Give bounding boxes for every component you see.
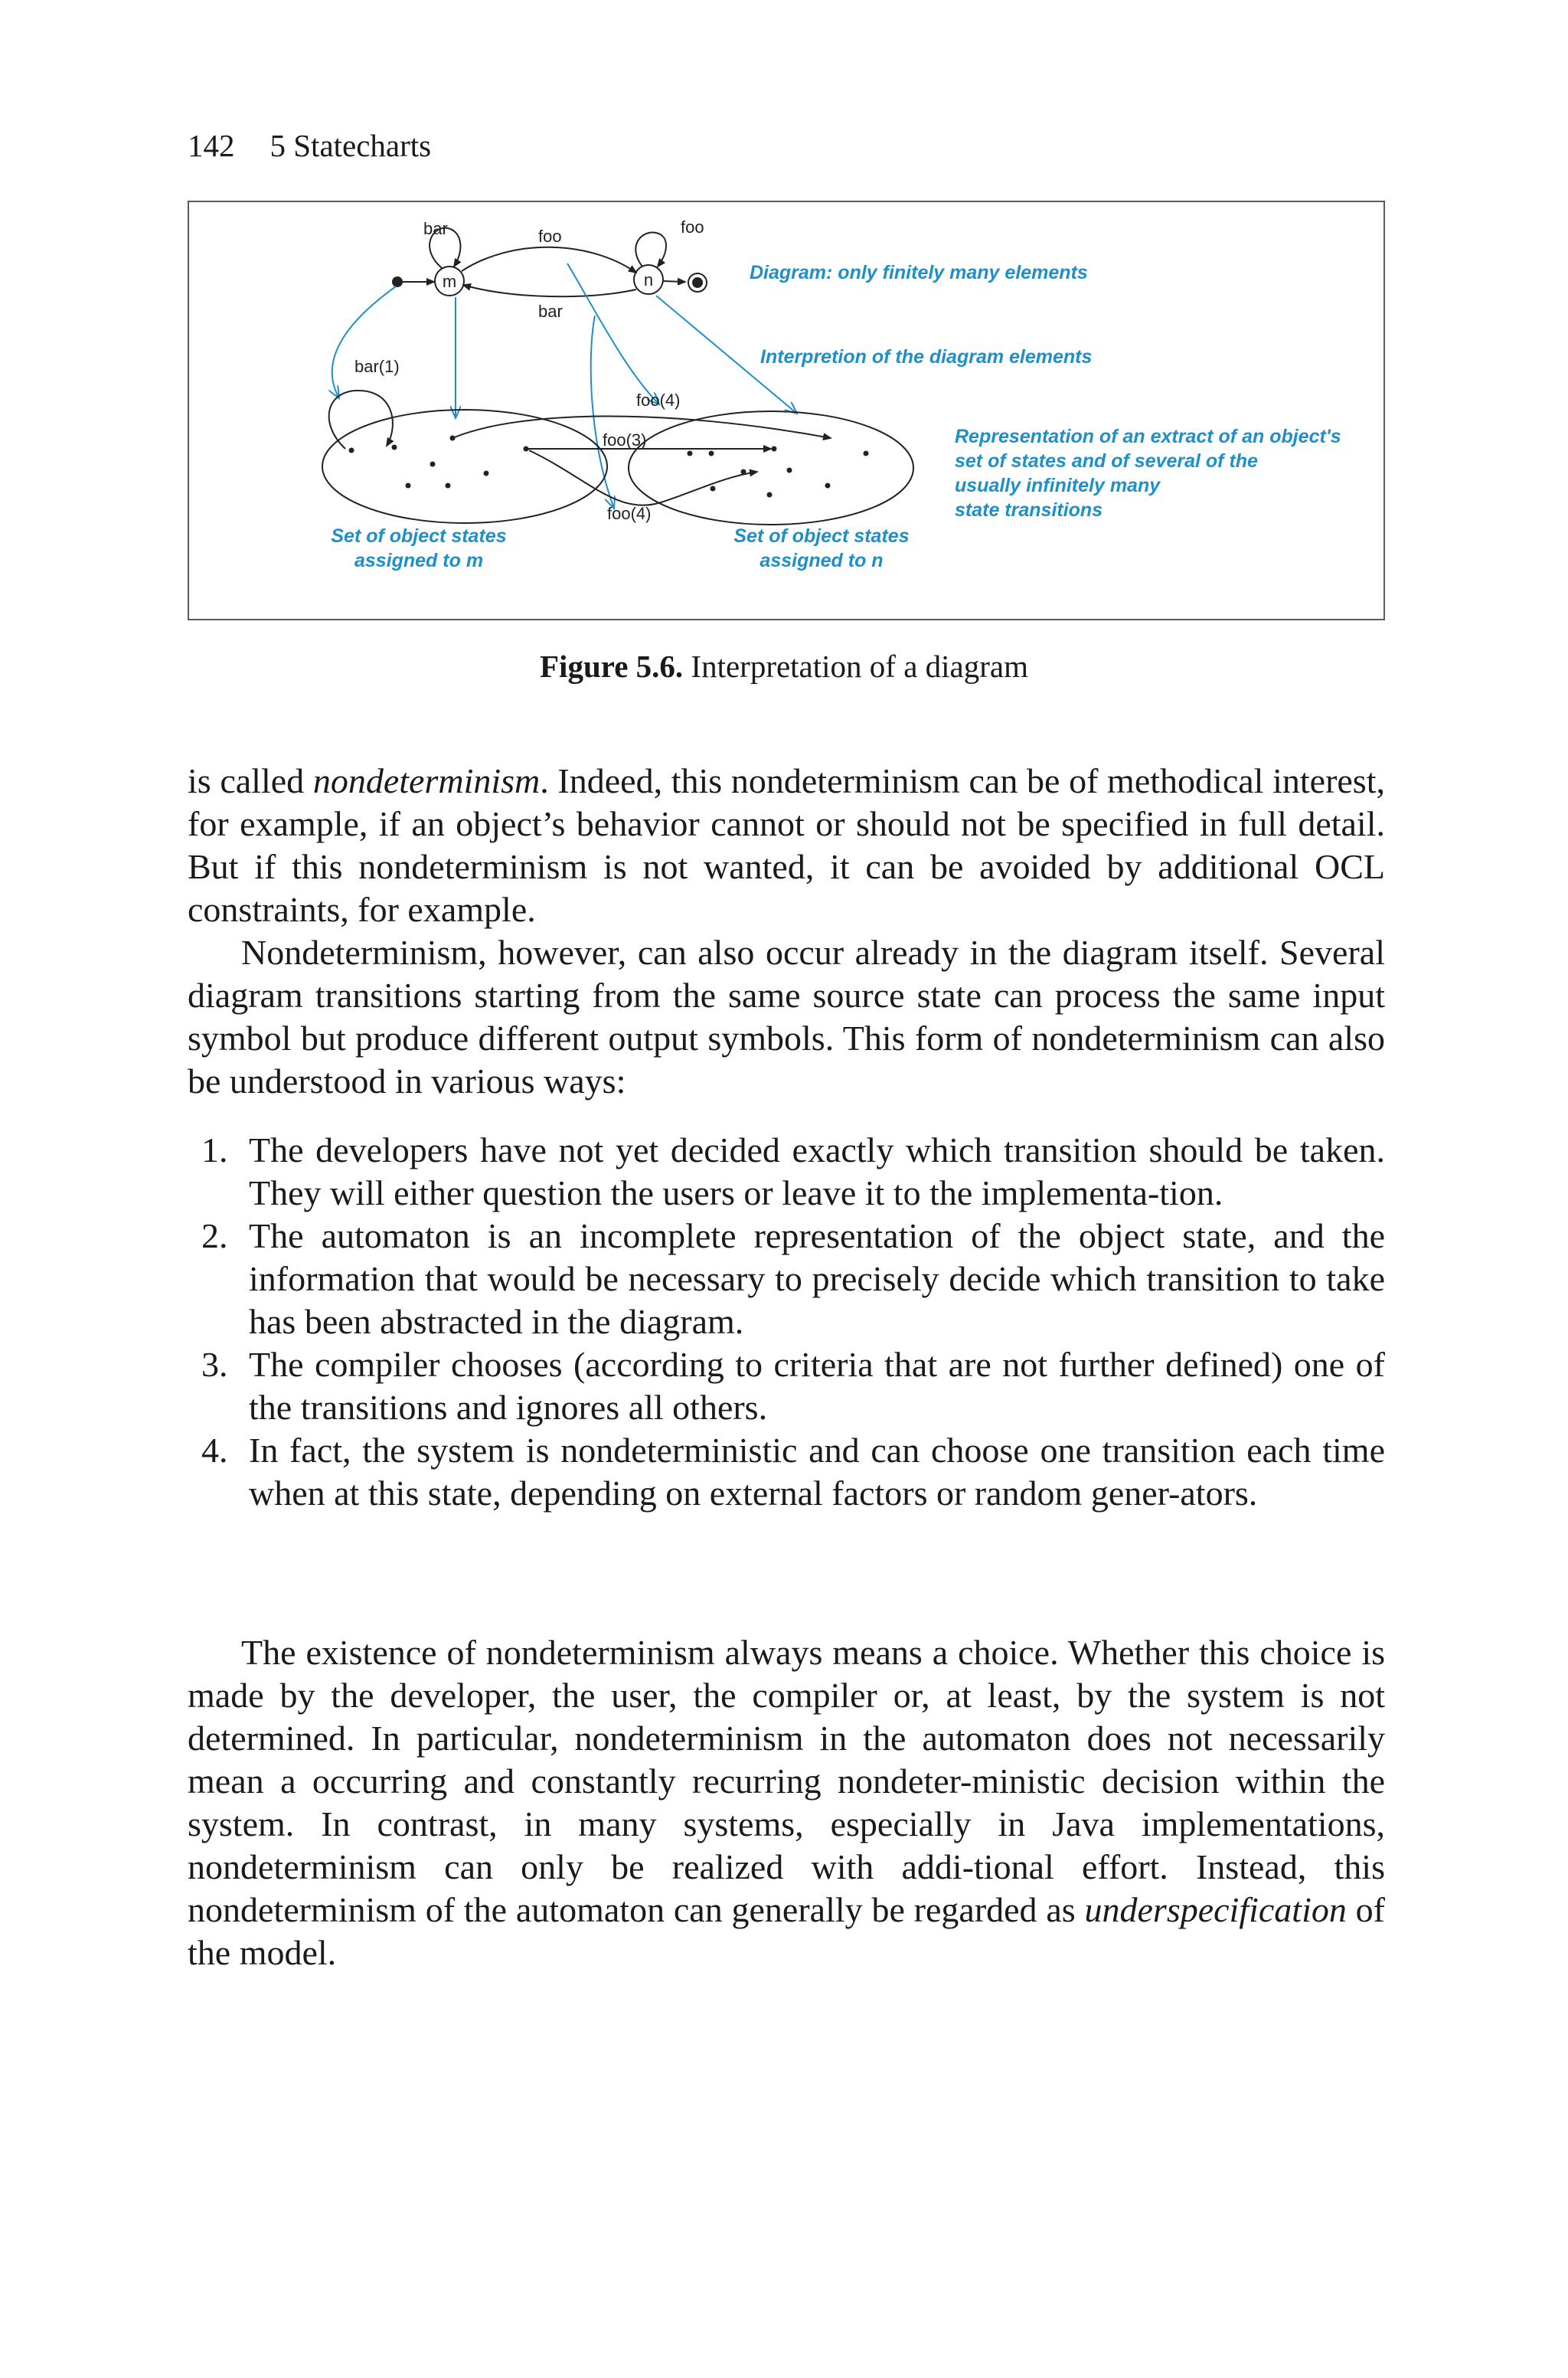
- list-number: 1.: [201, 1130, 228, 1169]
- page-number: 142: [188, 128, 235, 163]
- caption-text: Interpretation of a diagram: [683, 649, 1028, 684]
- p3-text-b: of the model.: [188, 1890, 1385, 1972]
- annotation-set-m-2: assigned to m: [354, 550, 484, 571]
- annotation-set-n-1: Set of object states: [733, 525, 910, 547]
- annotation-representation-2: set of states and of several of the: [955, 450, 1258, 472]
- diagram-svg: [189, 202, 1387, 622]
- label-foo4-upper: foo(4): [636, 391, 681, 410]
- label-foo-self: foo: [681, 218, 704, 237]
- set-m-ellipse: [322, 410, 607, 523]
- annotation-representation-4: state transitions: [955, 499, 1103, 521]
- annotation-representation-1: Representation of an extract of an object's: [955, 426, 1341, 447]
- page-header: [188, 127, 431, 164]
- p3-text-a: The existence of nondeterminism always means a choice. Whether this choice is made by the developer, the user, the compiler or, at least, by the system is not determined. In particular, nondeterminism in the automaton does not necessarily mean a occurring and constantly recurring nondeter-ministic decision within the system. In contrast, in many systems, especially in Java implementations, nondeterminism can only be realized with addi-tional effort. Instead, this nondeterminism of the automaton can generally be regarded as: [188, 1633, 1385, 1929]
- paragraph-1: [188, 760, 1385, 931]
- initial-state: [392, 276, 403, 287]
- annotation-set-m-1: Set of object states: [331, 525, 507, 547]
- state-m-label: m: [442, 272, 457, 291]
- annotation-representation-3: usually infinitely many: [955, 475, 1161, 496]
- list-text: The developers have not yet decided exactly which transition should be taken. They will either question the users or leave it to the implementa-tion.: [249, 1130, 1385, 1212]
- label-foo3: foo(3): [603, 430, 647, 450]
- paragraph-2: Nondeterminism, however, can also occur already in the diagram itself. Several diagram transitions starting from the same source state can process the same input symbol but produce different output symbols. This form of nondeterminism can also be understood in various ways:: [188, 933, 1385, 1101]
- list-text: The compiler chooses (according to criteria that are not further defined) one of the transitions and ignores all others.: [249, 1345, 1385, 1427]
- list-number: 4.: [201, 1431, 228, 1470]
- list-item: [188, 1215, 1385, 1343]
- list-text: The automaton is an incomplete representation of the object state, and the information that would be necessary to precisely decide which transition to take has been abstracted in the diagram.: [249, 1216, 1385, 1341]
- object-state-sets: [322, 357, 913, 525]
- annotation-set-n-2: assigned to n: [760, 550, 884, 571]
- state-n-label: n: [643, 270, 654, 289]
- annotation-diagram: Diagram: only finitely many elements: [750, 262, 1088, 283]
- list-item: [188, 1129, 1385, 1215]
- state-machine: [392, 218, 707, 321]
- numbered-list: [188, 1129, 1385, 1515]
- list-text: In fact, the system is nondeterministic and can choose one transition each time when at this state, depending on external factors or random gener-ators.: [249, 1431, 1385, 1513]
- list-item: [188, 1343, 1385, 1429]
- label-bar-bottom: bar: [538, 302, 563, 321]
- chapter-title: 5 Statecharts: [270, 128, 432, 163]
- label-foo4-lower: foo(4): [607, 504, 652, 523]
- list-number: 2.: [201, 1216, 228, 1255]
- caption-label: Figure 5.6.: [540, 649, 684, 684]
- p1-emphasis: nondeterminism: [312, 761, 541, 800]
- p1-text-b: . Indeed, this nondeterminism can be of methodical interest, for example, if an object’s behavior cannot or should not be specified in full detail. But if this nondeterminism is not wanted, it can be avoided by additional OCL constraints, for example.: [188, 761, 1385, 929]
- annotation-interpretation: Interpretion of the diagram elements: [760, 346, 1093, 368]
- p3-emphasis: underspecification: [1084, 1890, 1347, 1929]
- label-bar1: bar(1): [354, 357, 400, 376]
- figure-diagram: [188, 201, 1385, 620]
- list-item: [188, 1429, 1385, 1515]
- figure-caption: [0, 648, 1568, 685]
- label-foo-top: foo: [538, 227, 562, 246]
- list-number: 3.: [201, 1345, 228, 1384]
- interpretation-arrows: [332, 263, 797, 509]
- label-bar-top: bar: [423, 219, 448, 238]
- p1-text-a: is called: [188, 761, 313, 800]
- paragraph-3: [188, 1631, 1385, 1974]
